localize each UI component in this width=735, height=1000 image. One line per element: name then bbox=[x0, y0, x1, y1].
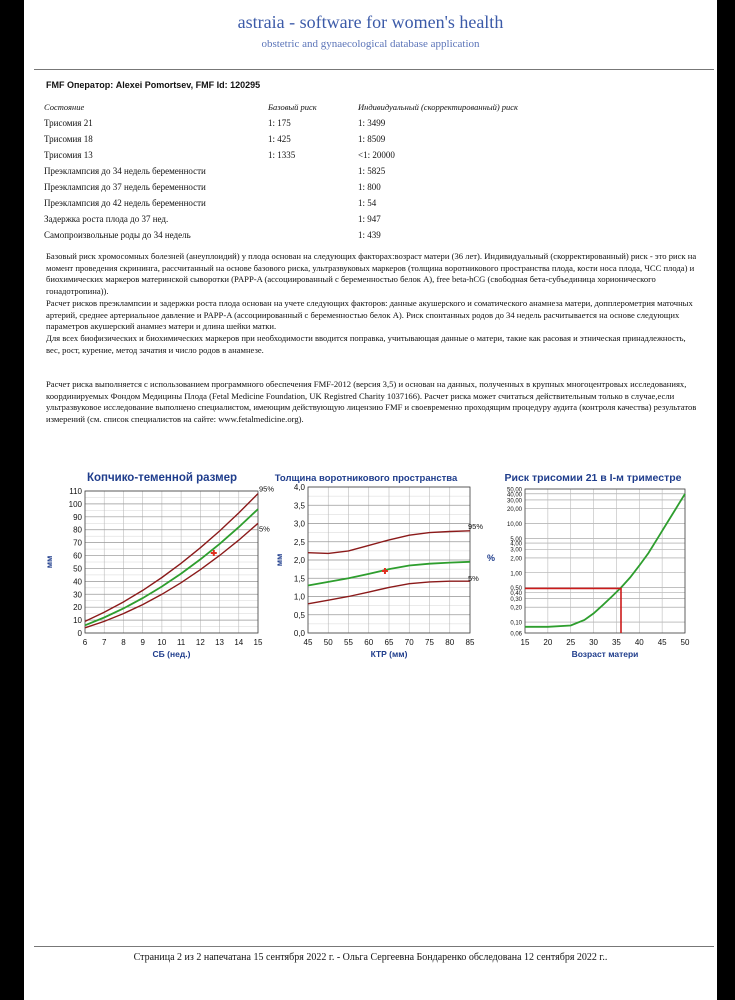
y-axis-label: мм bbox=[274, 553, 284, 567]
cell-base-risk bbox=[268, 163, 358, 179]
y-tick-label: 70 bbox=[73, 538, 82, 548]
col-header-individual-risk: Индивидуальный (скорректированный) риск bbox=[358, 102, 519, 112]
cell-individual-risk: 1: 8509 bbox=[358, 134, 386, 144]
cell-condition: Задержка роста плода до 37 нед. bbox=[44, 214, 169, 224]
cell-condition: Преэклампсия до 37 недель беременности bbox=[44, 182, 206, 192]
paragraph-preeclampsia: Расчет рисков преэклампсии и задержки роста плода основан на учете следующих факторов: данные акушерского и соматического анамнеза матери, допплерометрия маточных артерий, среднее артериальное давление и PAPP-A (ассоциированный с беременностью белок А). Риск спонтанных родов до 34 недель расчитывается на основе следующих параметров акушерский анамнез матери и длина шейки матки. bbox=[46, 298, 693, 332]
cell-base-risk bbox=[268, 195, 358, 211]
y-tick-label: 0,10 bbox=[510, 620, 522, 627]
y-tick-label: 3,00 bbox=[510, 547, 522, 554]
y-tick-label: 60 bbox=[73, 551, 82, 561]
y-tick-label: 1,0 bbox=[293, 592, 305, 602]
y-tick-label: 20,00 bbox=[506, 507, 522, 514]
y-tick-label: 0,06 bbox=[510, 631, 522, 638]
x-tick-label: 6 bbox=[82, 638, 88, 647]
y-tick-label: 20 bbox=[73, 603, 82, 613]
cell-base-risk bbox=[268, 227, 358, 243]
y-tick-label: 3,5 bbox=[293, 501, 305, 511]
risk-table-header bbox=[44, 99, 558, 115]
table-row bbox=[44, 163, 558, 179]
y-tick-label: 0,50 bbox=[510, 586, 522, 593]
x-tick-label: 15 bbox=[520, 638, 530, 647]
y-tick-label: 40,00 bbox=[506, 492, 522, 499]
app-title: astraia - software for women's health bbox=[237, 12, 504, 32]
app-subtitle: obstetric and gynaecological database application bbox=[261, 38, 480, 50]
paragraph-base-risk: Базовый риск хромосомных болезней (анеуплоидий) у плода основан на следующих факторах:возраст матери (36 лет). Индивидуальный (скорректированный) риск - это риск на момент проведения скрининга, рассчитанный на основе базового риска, ультразвуковых маркеров (толщина воротникового пространства плода, кости носа плода, ЧСС плода) и биохимических маркеров материнской сыворотки (PAPP-A (ассоциированный с беременностью белок А), free beta-hCG (свободная бета-субъединица хорионического гонадотропина)). bbox=[46, 251, 697, 296]
y-tick-label: 10,00 bbox=[506, 521, 522, 528]
y-tick-label: 110 bbox=[69, 487, 82, 496]
chart-title: Риск трисомии 21 в I-м триместре bbox=[504, 472, 682, 484]
cell-condition: Преэклампсия до 34 недель беременности bbox=[44, 166, 206, 176]
operator-line: FMF Оператор: Alexei Pomortsev, FMF Id: 120295 bbox=[46, 80, 261, 90]
cell-individual-risk: 1: 3499 bbox=[358, 118, 386, 128]
x-tick-label: 45 bbox=[657, 638, 667, 647]
paragraph-software: Расчет риска выполняется с использованием программного обеспечения FMF-2012 (версия 3,5) и основан на данных, полученных в крупных многоцентровых исследованиях, координируемых Фондом Медицины Плода (Fetal Medicine Foundation, UK Registred Charity 1037166). Расчет риска может считаться действительным только в случае,если ультразвуковое исследование выполнено специалистом, имеющим действующую лицензию FMF и своевременно проходящим процедуру аудита (контроля качества) результатов измерений (см. список специалистов на сайте: www.fetalmedicine.org). bbox=[46, 379, 697, 424]
cell-condition: Трисомия 21 bbox=[44, 118, 93, 128]
label-95pct: 95% bbox=[468, 521, 484, 531]
x-tick-label: 10 bbox=[157, 638, 167, 647]
x-tick-label: 12 bbox=[195, 638, 205, 647]
x-tick-label: 45 bbox=[303, 638, 313, 647]
label-5pct: 5% bbox=[468, 574, 479, 584]
table-row bbox=[44, 179, 558, 195]
plot-frame bbox=[525, 489, 685, 633]
y-axis-label: мм bbox=[44, 555, 54, 569]
y-tick-label: 2,0 bbox=[293, 556, 305, 565]
x-tick-label: 13 bbox=[215, 638, 225, 647]
footer-text: Страница 2 из 2 напечатана 15 сентября 2022 г. - Ольга Сергеевна Бондаренко обследована 12 сентября 2022 г.. bbox=[133, 952, 608, 963]
x-tick-label: 20 bbox=[543, 638, 553, 647]
y-tick-label: 10 bbox=[73, 616, 82, 626]
x-tick-label: 30 bbox=[589, 638, 599, 647]
x-tick-label: 7 bbox=[101, 638, 107, 647]
chart-title: Копчико-теменной размер bbox=[86, 472, 238, 484]
footer-rule bbox=[34, 946, 714, 947]
col-header-base-risk: Базовый риск bbox=[268, 102, 317, 112]
y-tick-label: 30 bbox=[73, 590, 82, 600]
y-tick-label: 40 bbox=[73, 577, 82, 587]
x-tick-label: 11 bbox=[176, 638, 186, 647]
series-line-age-risk bbox=[525, 494, 685, 627]
y-tick-label: 5,00 bbox=[510, 536, 522, 543]
y-tick-label: 90 bbox=[73, 512, 82, 522]
cell-base-risk: 1: 425 bbox=[268, 134, 291, 144]
cell-individual-risk: 1: 947 bbox=[358, 214, 381, 224]
y-tick-label: 0,30 bbox=[510, 597, 522, 604]
x-tick-label: 35 bbox=[611, 638, 621, 647]
table-row bbox=[44, 147, 558, 163]
cell-individual-risk: <1: 20000 bbox=[358, 150, 395, 160]
nt-chart bbox=[253, 465, 484, 665]
cell-condition: Преэклампсия до 42 недель беременности bbox=[44, 198, 206, 208]
y-tick-label: 0,40 bbox=[510, 590, 522, 597]
x-tick-label: 65 bbox=[384, 638, 394, 647]
x-tick-label: 85 bbox=[465, 638, 475, 647]
y-tick-label: 4,00 bbox=[510, 541, 522, 548]
series-line-95pct bbox=[85, 494, 258, 622]
x-tick-label: 15 bbox=[253, 638, 263, 647]
table-row bbox=[44, 131, 558, 147]
cell-base-risk bbox=[268, 211, 358, 227]
x-tick-label: 25 bbox=[566, 638, 576, 647]
cell-base-risk: 1: 1335 bbox=[268, 150, 296, 160]
y-tick-label: 0,5 bbox=[293, 610, 305, 620]
x-tick-label: 9 bbox=[140, 638, 145, 647]
table-row bbox=[44, 211, 558, 227]
label-5pct: 5% bbox=[259, 524, 270, 534]
x-tick-label: 8 bbox=[121, 638, 126, 647]
series-line-50pct bbox=[85, 509, 258, 625]
cell-individual-risk: 1: 439 bbox=[358, 230, 381, 240]
cell-individual-risk: 1: 5825 bbox=[358, 166, 386, 176]
cell-individual-risk: 1: 800 bbox=[358, 182, 381, 192]
x-tick-label: 80 bbox=[445, 638, 455, 647]
table-row bbox=[44, 115, 558, 131]
col-header-condition: Состояние bbox=[44, 102, 85, 112]
x-axis-label: КТР (мм) bbox=[370, 649, 408, 659]
x-tick-label: 14 bbox=[234, 638, 244, 647]
y-tick-label: 0 bbox=[77, 629, 82, 638]
x-tick-label: 40 bbox=[634, 638, 644, 647]
y-tick-label: 1,00 bbox=[510, 571, 522, 578]
y-tick-label: 100 bbox=[68, 499, 82, 509]
chart-title: Толщина воротникового пространства bbox=[274, 473, 458, 484]
paragraph-adjustment: Для всех биофизических и биохимических маркеров при необходимости вводится поправка, учитывающая данные о матери, такие как расовая и этническая принадлежность, вес, рост, курение, метод зачатия и число родов в анамнезе. bbox=[46, 333, 686, 355]
x-tick-label: 60 bbox=[364, 638, 374, 647]
y-tick-label: 30,00 bbox=[506, 498, 522, 505]
y-tick-label: 1,5 bbox=[293, 574, 305, 584]
x-tick-label: 55 bbox=[344, 638, 353, 647]
crl-chart bbox=[38, 465, 275, 665]
y-axis-label: % bbox=[486, 553, 496, 563]
y-tick-label: 2,5 bbox=[293, 537, 305, 547]
y-tick-label: 50,00 bbox=[506, 487, 522, 494]
header-rule bbox=[34, 69, 714, 70]
cell-condition: Трисомия 13 bbox=[44, 150, 93, 160]
x-tick-label: 50 bbox=[323, 638, 333, 647]
t21-risk-chart bbox=[469, 465, 717, 665]
table-row bbox=[44, 227, 558, 243]
y-tick-label: 3,0 bbox=[293, 519, 305, 529]
series-line-5pct bbox=[85, 523, 258, 628]
label-95pct: 95% bbox=[259, 484, 275, 494]
cell-base-risk bbox=[268, 179, 358, 195]
y-tick-label: 0,0 bbox=[293, 629, 305, 638]
cell-condition: Трисомия 18 bbox=[44, 134, 93, 144]
y-tick-label: 80 bbox=[73, 525, 82, 535]
x-tick-label: 75 bbox=[425, 638, 434, 647]
x-axis-label: СБ (нед.) bbox=[152, 649, 191, 659]
cell-condition: Самопроизвольные роды до 34 недель bbox=[44, 230, 191, 240]
x-tick-label: 70 bbox=[404, 638, 414, 647]
y-tick-label: 4,0 bbox=[293, 483, 305, 492]
table-row bbox=[44, 195, 558, 211]
report-page bbox=[24, 0, 717, 1000]
y-tick-label: 0,20 bbox=[510, 605, 522, 612]
cell-base-risk: 1: 175 bbox=[268, 118, 291, 128]
x-axis-label: Возраст матери bbox=[571, 649, 639, 659]
risk-table bbox=[44, 99, 558, 243]
x-tick-label: 50 bbox=[680, 638, 690, 647]
cell-individual-risk: 1: 54 bbox=[358, 198, 377, 208]
y-tick-label: 2,00 bbox=[510, 556, 522, 563]
y-tick-label: 50 bbox=[73, 564, 82, 574]
